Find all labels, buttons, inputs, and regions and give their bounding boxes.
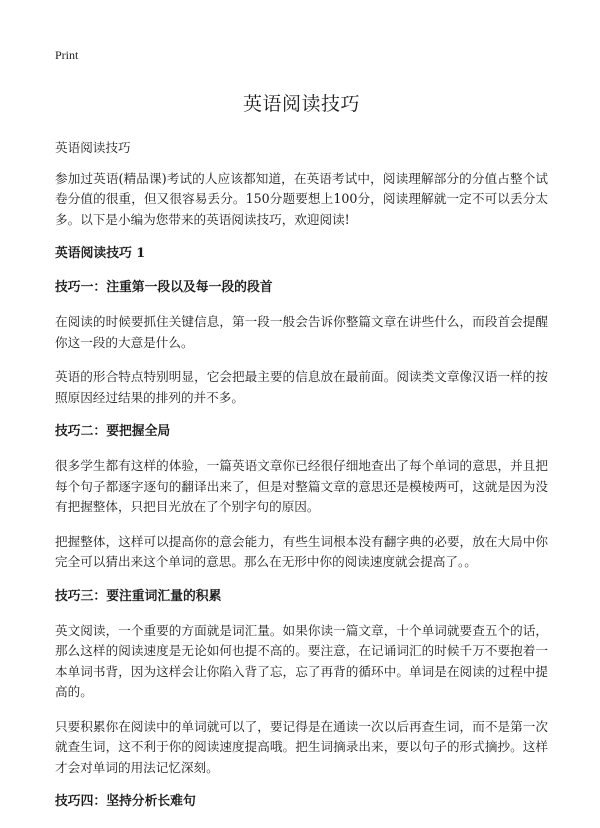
- tip-4-heading: 技巧四：坚持分析长难句: [55, 794, 196, 809]
- tip-1-paragraph-1: 在阅读的时候要抓住关键信息，第一段一般会告诉你整篇文章在讲些什么，而段首会提醒你这一段的大意是什么。: [55, 314, 548, 350]
- tip-1-heading: 技巧一：注重第一段以及每一段的段首: [55, 280, 273, 295]
- print-link[interactable]: Print: [55, 48, 79, 62]
- page-title: 英语阅读技巧: [242, 93, 360, 115]
- tip-3-heading: 技巧三：要注重词汇量的积累: [55, 588, 222, 604]
- tip-2-heading: 技巧二：要把握全局: [55, 424, 171, 439]
- tip-3-paragraph-2: 只要积累你在阅读中的单词就可以了，要记得是在通读一次以后再查生词，而不是第一次就查生词，这不利于你的阅读速度提高哦。把生词摘录出来，要以句子的形式摘抄。这样才会对单词的用法记忆深刻。: [55, 718, 548, 775]
- article-subtitle: 英语阅读技巧: [55, 140, 131, 155]
- tip-2-paragraph-2: 把握整体，这样可以提高你的意会能力，有些生词根本没有翻字典的必要，放在大局中你完全可以猜出来这个单词的意思。那么在无形中你的阅读速度就会提高了。。: [55, 533, 548, 569]
- tip-2-paragraph-1: 很多学生都有这样的体验，一篇英语文章你已经很仔细地查出了每个单词的意思，并且把每个句子都逐字逐句的翻译出来了，但是对整篇文章的意思还是模棱两可，这就是因为没有把握整体，只把目光放在了个别字句的原因。: [55, 458, 548, 514]
- section-heading: 英语阅读技巧 1: [55, 246, 146, 261]
- tip-3-paragraph-1: 英文阅读，一个重要的方面就是词汇量。如果你读一篇文章，十个单词就要查五个的话，那么这样的阅读速度是无论如何也提不高的。要注意，在记诵词汇的时候千万不要抱着一本单词书背，因为这样会让你陷入背了忘，忘了再背的循环中。单词是在阅读的过程中提高的。: [55, 622, 548, 699]
- tip-1-paragraph-2: 英语的形合特点特别明显，它会把最主要的信息放在最前面。阅读类文章像汉语一样的按照原因经过结果的排列的并不多。: [55, 369, 548, 405]
- intro-paragraph: 参加过英语(精品课)考试的人应该都知道，在英语考试中，阅读理解部分的分值占整个试卷分值的很重，但又很容易丢分。150分题要想上100分，阅读理解就一定不可以丢分太多。以下是小编为您带来的英语阅读技巧，欢迎阅读!: [55, 170, 548, 227]
